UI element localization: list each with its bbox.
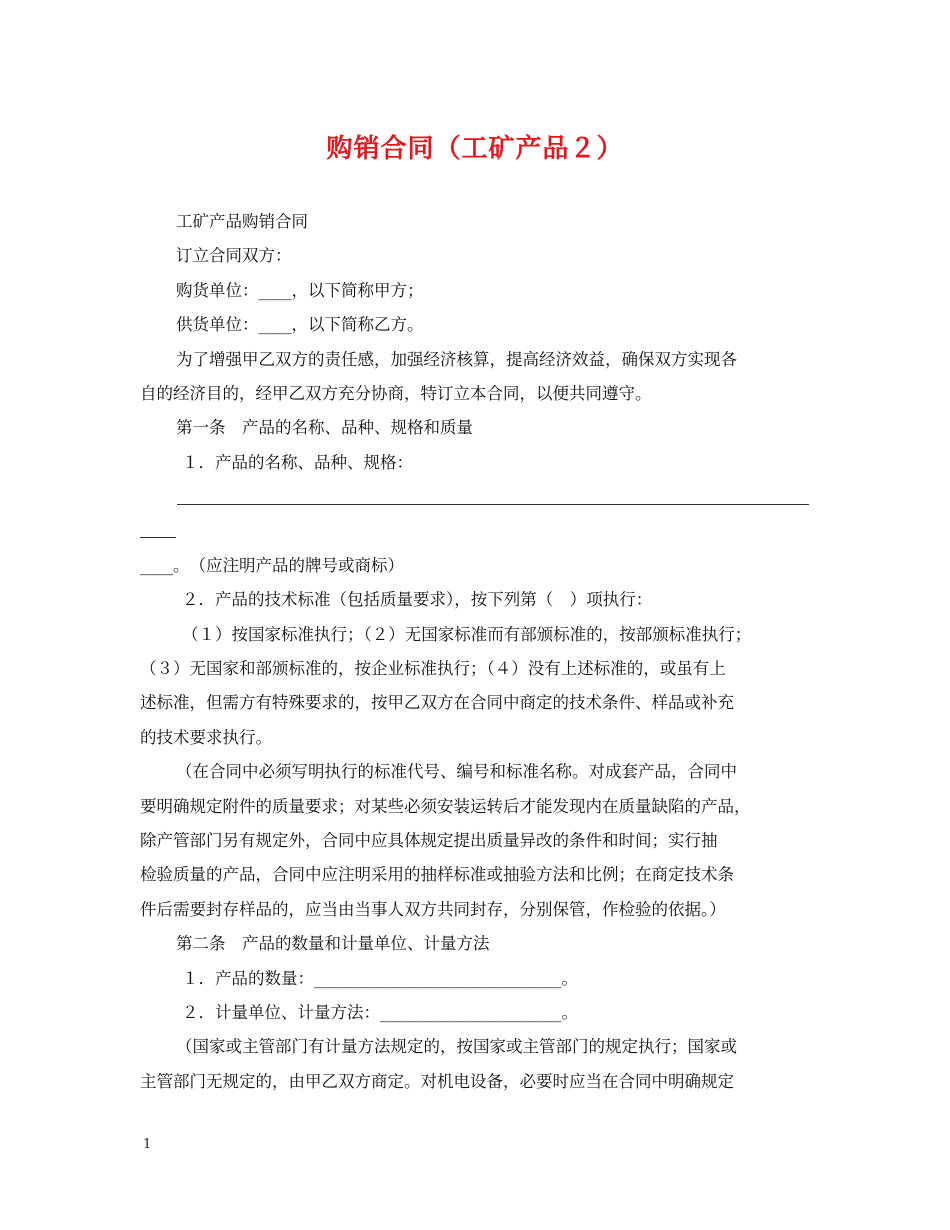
blank-underline — [140, 537, 176, 538]
paragraph-line: ２．产品的技术标准（包括质量要求），按下列第（ ）项执行： — [182, 590, 653, 610]
paragraph-line: 除产管部门另有规定外，合同中应具体规定提出质量异改的条件和时间；实行抽 — [140, 831, 718, 851]
paragraph-line: （１）按国家标准执行；（２）无国家标准而有部颁标准的，按部颁标准执行； — [182, 624, 752, 644]
article-heading: 第一条 产品的名称、品种、规格和质量 — [176, 418, 473, 438]
paragraph-line: 自的经济目的，经甲乙双方充分协商，特订立本合同，以便共同遵守。 — [140, 383, 652, 403]
paragraph-line: １．产品的名称、品种、规格： — [182, 452, 413, 472]
paragraph-line: （在合同中必须写明执行的标准代号、编号和标准名称。对成套产品，合同中 — [176, 762, 737, 782]
page-number: 1 — [143, 1137, 152, 1152]
document-body — [140, 205, 815, 1099]
paragraph-line: （３）无国家和部颁标准的，按企业标准执行；（４）没有上述标准的，或虽有上 — [140, 659, 726, 679]
blank-underline — [177, 504, 809, 505]
paragraph-line: 的技术要求执行。 — [140, 727, 272, 747]
paragraph-line: １．产品的数量：______________________________。 — [182, 968, 578, 988]
paragraph-line: 订立合同双方： — [176, 246, 292, 266]
fill-in-blank-line — [140, 480, 815, 514]
paragraph-line: 述标准，但需方有特殊要求的，按甲乙双方在合同中商定的技术条件、样品或补充 — [140, 693, 734, 713]
paragraph-line: 要明确规定附件的质量要求；对某些必须安装运转后才能发现内在质量缺陷的产品， — [140, 796, 751, 816]
fill-in-blank-line — [140, 515, 815, 549]
document-title: 购销合同（工矿产品２） — [326, 134, 624, 164]
paragraph-line: ２．计量单位、计量方法：______________________。 — [182, 1002, 578, 1022]
paragraph-line: 件后需要封存样品的，应当由当事人双方共同封存，分别保管，作检验的依据。） — [140, 899, 726, 919]
paragraph-line: 为了增强甲乙双方的责任感，加强经济核算，提高经济效益，确保双方实现各 — [176, 349, 737, 369]
paragraph-line: （国家或主管部门有计量方法规定的，按国家或主管部门的规定执行；国家或 — [176, 1037, 737, 1057]
article-heading: 第二条 产品的数量和计量单位、计量方法 — [176, 934, 490, 954]
paragraph-line: 供货单位：____，以下简称乙方。 — [176, 315, 424, 335]
paragraph-line: 主管部门无规定的，由甲乙双方商定。对机电设备，必要时应当在合同中明确规定 — [140, 1071, 734, 1091]
paragraph-line: 工矿产品购销合同 — [176, 212, 308, 231]
paragraph-line: ____。 （应注明产品的牌号或商标） — [140, 555, 404, 575]
paragraph-line: 检验质量的产品，合同中应注明采用的抽样标准或抽验方法和比例；在商定技术条 — [140, 865, 734, 885]
paragraph-line: 购货单位：____，以下简称甲方； — [176, 280, 424, 300]
